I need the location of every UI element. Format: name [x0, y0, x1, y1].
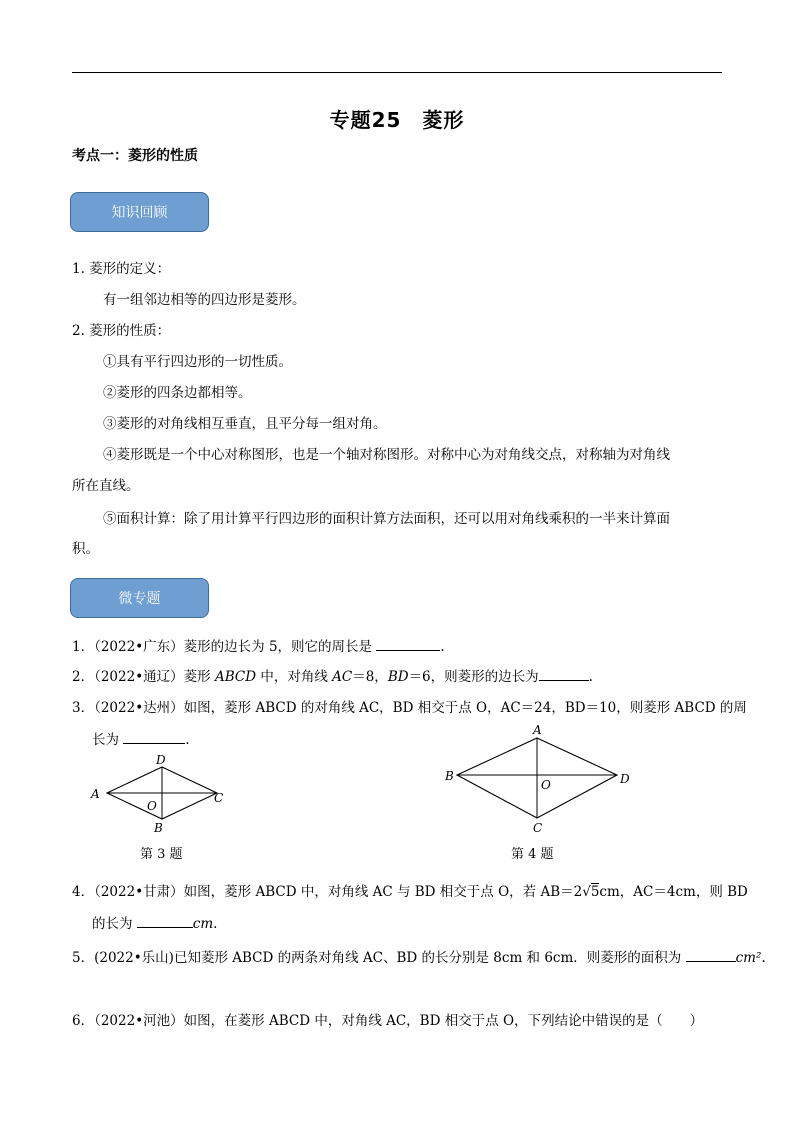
question-4-line-1 — [72, 880, 748, 900]
review-line-5: ②菱形的四条边都相等。 — [103, 385, 252, 401]
label-o: O — [541, 778, 551, 792]
question-1-text: 1．（2022•广东）菱形的边长为 5，则它的周长是 — [72, 639, 377, 655]
sqrt-symbol: √5 — [582, 884, 600, 900]
page-title: 专题25 菱形 — [329, 108, 465, 132]
question-3-line-2 — [92, 728, 190, 748]
question-2-text: 2．（2022•通辽）菱形 — [72, 669, 215, 685]
unit-cm2: cm² — [735, 950, 762, 966]
question-2-text-f: ＝6，则菱形的边长为 — [408, 669, 539, 685]
label-a: A — [533, 723, 542, 737]
question-6: 6．（2022•河池）如图，在菱形 ABCD 中，对角线 AC，BD 相交于点 O，下列结论中错误的是（ ） — [72, 1013, 704, 1029]
math-ac: AC — [332, 669, 353, 685]
review-line-8: 所在直线。 — [72, 478, 140, 494]
header-rule — [72, 72, 722, 73]
review-line-3: 2. 菱形的性质： — [72, 323, 171, 339]
question-4-text-a: 4．（2022•甘肃）如图，菱形 ABCD 中，对角线 AC 与 BD 相交于点 O，若 AB＝2 — [72, 884, 583, 900]
label-b: B — [445, 769, 454, 783]
figure-4-caption: 第 4 题 — [511, 847, 554, 862]
answer-blank[interactable] — [376, 636, 440, 651]
question-5-text: 5．(2022•乐山)已知菱形 ABCD 的两条对角线 AC、BD 的长分别是 8cm 和 6cm．则菱形的面积为 — [72, 950, 686, 966]
math-bd: BD — [387, 669, 409, 685]
label-d: D — [156, 753, 166, 767]
label-b: B — [154, 821, 163, 835]
question-4-text-b: cm，AC＝4cm，则 BD — [599, 884, 748, 900]
question-2-text-d: ＝8， — [352, 669, 388, 685]
question-4-text: 的长为 — [92, 916, 137, 932]
question-3-end: . — [185, 732, 190, 748]
question-5-end: . — [761, 950, 766, 966]
section-heading: 考点一：菱形的性质 — [72, 148, 198, 164]
review-line-6: ③菱形的对角线相互垂直，且平分每一组对角。 — [103, 416, 387, 432]
answer-blank[interactable] — [686, 947, 736, 962]
math-abcd: ABCD — [214, 669, 257, 685]
review-line-1: 1. 菱形的定义： — [72, 261, 171, 277]
review-line-9: ⑤面积计算：除了用计算平行四边形的面积计算方法面积，还可以用对角线乘积的一半来计算面 — [103, 511, 670, 527]
question-4-line-2 — [92, 912, 217, 932]
tag-micro-topic: 微专题 — [70, 578, 209, 618]
answer-blank[interactable] — [123, 729, 185, 744]
review-line-7: ④菱形既是一个中心对称图形，也是一个轴对称图形。对称中心为对角线交点，对称轴为对角线 — [103, 447, 670, 463]
unit-cm: cm — [192, 916, 214, 932]
question-3-text: 长为 — [92, 732, 124, 748]
question-2-end: . — [588, 669, 593, 685]
label-c: C — [214, 791, 224, 805]
question-1-end: . — [440, 639, 445, 655]
review-line-4: ①具有平行四边形的一切性质。 — [103, 354, 292, 370]
question-2 — [72, 665, 593, 685]
figure-3-rhombus — [85, 750, 245, 838]
label-c: C — [533, 821, 543, 835]
figure-3-caption: 第 3 题 — [140, 847, 183, 862]
answer-blank[interactable] — [137, 913, 193, 928]
question-5 — [72, 946, 766, 966]
question-2-text-b: 中，对角线 — [256, 669, 333, 685]
review-line-10: 积。 — [72, 541, 99, 557]
tag-knowledge-review: 知识回顾 — [70, 192, 209, 232]
label-o: O — [147, 799, 157, 813]
figure-4-rhombus — [440, 722, 640, 842]
sqrt-radicand: 5 — [590, 884, 600, 900]
question-3-line-1: 3．（2022•达州）如图，菱形 ABCD 的对角线 AC，BD 相交于点 O，AC＝24，BD＝10，则菱形 ABCD 的周 — [72, 700, 747, 716]
answer-blank[interactable] — [539, 666, 589, 681]
review-line-2: 有一组邻边相等的四边形是菱形。 — [103, 292, 306, 308]
question-1 — [72, 635, 445, 655]
label-a: A — [91, 787, 100, 801]
label-d: D — [620, 772, 630, 786]
question-4-end: . — [213, 916, 218, 932]
